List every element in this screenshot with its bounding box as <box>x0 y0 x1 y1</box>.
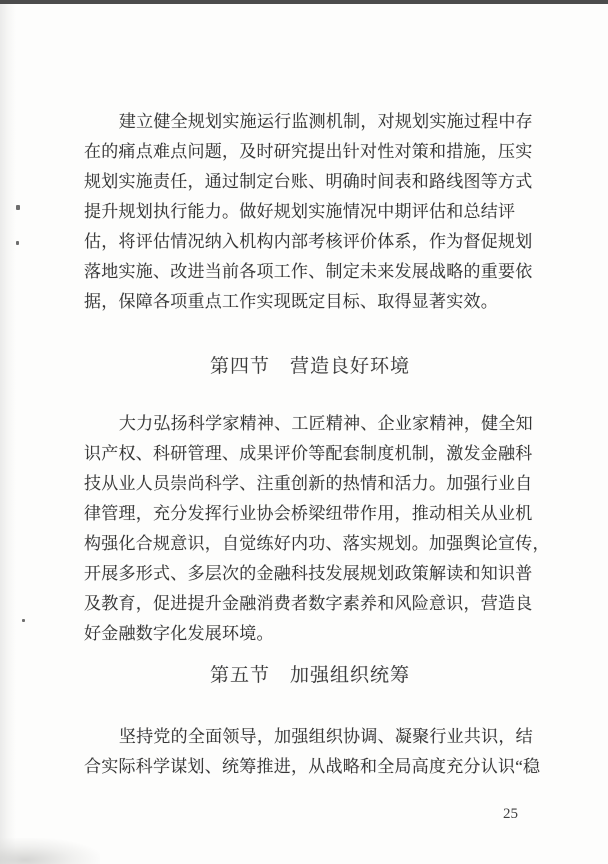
scan-speck <box>16 205 20 210</box>
text-line: 及教育，促进提升金融消费者数字素养和风险意识，营造良 <box>84 594 533 613</box>
text-line: 构强化合规意识，自觉练好内功、落实规划。加强舆论宣传， <box>84 534 550 553</box>
scan-smudge-bottom-left <box>0 838 100 864</box>
text-line: 坚持党的全面领导，加强组织协调、凝聚行业共识，结 <box>118 727 533 746</box>
page-number: 25 <box>503 806 518 822</box>
text-line: 好金融数字化发展环境。 <box>84 624 274 643</box>
text-line: 提升规划执行能力。做好规划实施情况中期评估和总结评 <box>84 202 516 221</box>
text-line: 技从业人员崇尚科学、注重创新的热情和活力。加强行业自 <box>84 474 533 493</box>
paragraph-organizational-coordination <box>84 722 541 782</box>
text-line: 落地实施、改进当前各项工作、制定未来发展战略的重要依 <box>84 262 533 281</box>
text-line: 识产权、科研管理、成果评价等配套制度机制，激发金融科 <box>84 444 533 463</box>
text-line: 合实际科学谋划、统筹推进，从战略和全局高度充分认识“稳 <box>84 757 541 776</box>
text-line: 开展多形式、多层次的金融科技发展规划政策解读和知识普 <box>84 564 533 583</box>
paragraph-environment-building <box>84 409 550 649</box>
section-heading-5: 第五节 加强组织统筹 <box>209 665 410 686</box>
scan-edge-left <box>0 4 16 864</box>
text-line: 规划实施责任，通过制定台账、明确时间表和路线图等方式 <box>84 172 533 191</box>
text-line: 律管理，充分发挥行业协会桥梁纽带作用，推动相关从业机 <box>84 504 533 523</box>
text-line: 估，将评估情况纳入机构内部考核评价体系，作为督促规划 <box>84 232 533 251</box>
text-line: 在的痛点难点问题，及时研究提出针对性对策和措施，压实 <box>84 142 533 161</box>
paragraph-implementation-monitoring <box>84 107 536 317</box>
scan-speck <box>16 241 19 245</box>
scan-edge-top <box>0 0 608 4</box>
text-line: 大力弘扬科学家精神、工匠精神、企业家精神，健全知 <box>118 414 533 433</box>
text-line: 据，保障各项重点工作实现既定目标、取得显著实效。 <box>84 292 498 311</box>
scan-speck <box>22 619 25 622</box>
text-line: 建立健全规划实施运行监测机制，对规划实施过程中存 <box>118 112 533 131</box>
section-heading-4: 第四节 营造良好环境 <box>209 356 410 377</box>
